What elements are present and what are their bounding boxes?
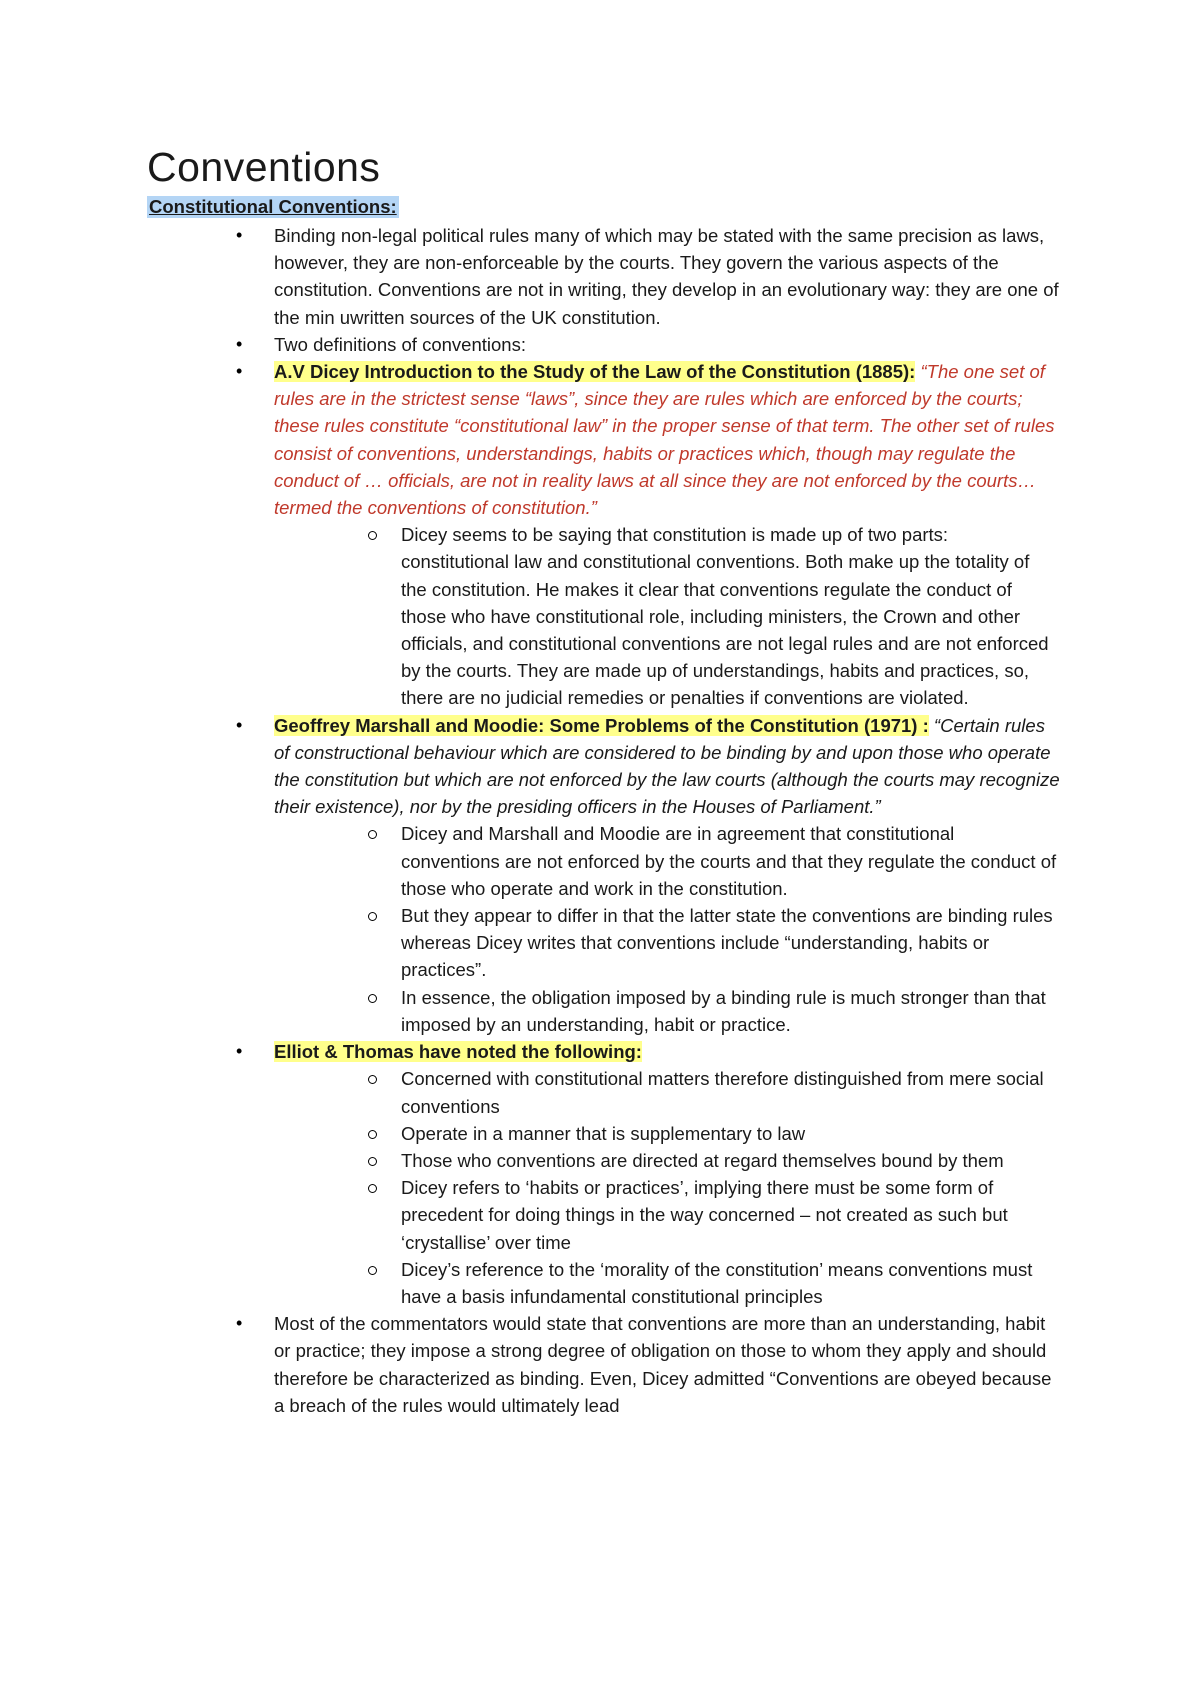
list-item-dicey [0, 358, 1060, 521]
sub-item-text: But they appear to differ in that the latter state the conventions are binding rules whereas Dicey writes that conventions include “understanding, habits or practices”. [401, 905, 1053, 981]
circle-bullet-icon [368, 1266, 377, 1275]
sub-list-item [0, 1256, 1057, 1310]
bullet-icon: • [236, 714, 243, 735]
item-text: Binding non-legal political rules many of which may be stated with the same precision as laws, however, they are non-enforceable by the courts. They govern the various aspects of the constitution. Conventions are not in writing, they develop in an evolutionary way: they are one of the min uwritten sources of the UK constitution. [274, 225, 1059, 328]
bullet-icon: • [236, 333, 243, 354]
circle-bullet-icon [368, 1075, 377, 1084]
item-text: Most of the commentators would state that conventions are more than an understanding, habit or practice; they impose a strong degree of obligation on those to whom they apply and should therefore be characterized as binding. Even, Dicey admitted “Conventions are obeyed because a breach of the rules would ultimately lead [274, 1313, 1052, 1416]
sub-list-item [0, 820, 1057, 902]
sub-item-text: In essence, the obligation imposed by a binding rule is much stronger than that imposed by an understanding, habit or practice. [401, 986, 1046, 1035]
sub-item-text: Those who conventions are directed at regard themselves bound by them [401, 1149, 1004, 1171]
bullet-icon: • [236, 1313, 243, 1334]
sub-list-item [0, 1065, 1057, 1119]
highlighted-heading: Elliot & Thomas have noted the following: [274, 1041, 642, 1063]
sub-item-text: Dicey refers to ‘habits or practices’, implying there must be some form of precedent for doing things in the way concerned – not created as such but ‘crystallise’ over time [401, 1177, 1008, 1253]
circle-bullet-icon [368, 994, 377, 1003]
list-item [0, 222, 1060, 331]
bullet-icon: • [236, 1041, 243, 1062]
sub-list-item [0, 1147, 1057, 1174]
sub-item-text: Operate in a manner that is supplementary to law [401, 1122, 806, 1144]
sub-item-text: Dicey seems to be saying that constitution is made up of two parts: constitutional law and constitutional conventions. Both make up the totality of the constitution. He makes it clear that conventions regulate the conduct of those who have constitutional role, including ministers, the Crown and other officials, and constitutional conventions are not legal rules and are not enforced by the courts. They are made up of understandings, habits and practices, so, there are no judicial remedies or penalties if conventions are violated. [401, 524, 1049, 709]
circle-bullet-icon [368, 912, 377, 921]
sub-list-item [0, 902, 1057, 984]
list-item-marshall [0, 712, 1060, 821]
sub-list-item [0, 1120, 1057, 1147]
sub-list-item [0, 1174, 1057, 1256]
sub-list-item [0, 984, 1057, 1038]
section-heading: Constitutional Conventions: [149, 196, 397, 217]
bullet-icon: • [236, 225, 243, 245]
marshall-quote: “Certain rules of constructional behaviour which are considered to be binding by and upon those who operate the constitution but which are not enforced by the law courts (although the courts may recognize their existence), nor by the presiding officers in the Houses of Parliament.” [274, 714, 1060, 818]
sub-list-item [0, 521, 1057, 711]
circle-bullet-icon [368, 1130, 377, 1139]
list-item-elliot-thomas [0, 1038, 1060, 1065]
circle-bullet-icon [368, 830, 377, 839]
sub-item-text: Dicey and Marshall and Moodie are in agreement that constitutional conventions are not enforced by the courts and that they regulate the conduct of those who operate and work in the constitution. [401, 823, 1057, 899]
circle-bullet-icon [368, 531, 377, 540]
circle-bullet-icon [368, 1157, 377, 1166]
page-title: Conventions [147, 144, 381, 190]
highlighted-heading: A.V Dicey Introduction to the Study of the Law of the Constitution (1885): [274, 361, 916, 383]
list-item [0, 1310, 1060, 1419]
sub-item-text: Concerned with constitutional matters therefore distinguished from mere social conventions [401, 1068, 1044, 1117]
sub-item-text: Dicey’s reference to the ‘morality of the constitution’ means conventions must have a basis infundamental constitutional principles [401, 1258, 1033, 1307]
bullet-list [0, 222, 1200, 1419]
dicey-quote: “The one set of rules are in the strictest sense “laws”, since they are rules which are enforced by the courts; these rules constitute “constitutional law” in the proper sense of that term. The other set of rules consist of conventions, understandings, habits or practices which, though may regulate the conduct of … officials, are not in reality laws at all since they are not enforced by the courts… termed the conventions of constitution.” [274, 361, 1055, 519]
list-item [0, 331, 1060, 358]
highlighted-heading: Geoffrey Marshall and Moodie: Some Problems of the Constitution (1971) : [274, 714, 929, 736]
circle-bullet-icon [368, 1184, 377, 1193]
bullet-icon: • [236, 361, 243, 382]
item-text: Two definitions of conventions: [274, 333, 526, 355]
